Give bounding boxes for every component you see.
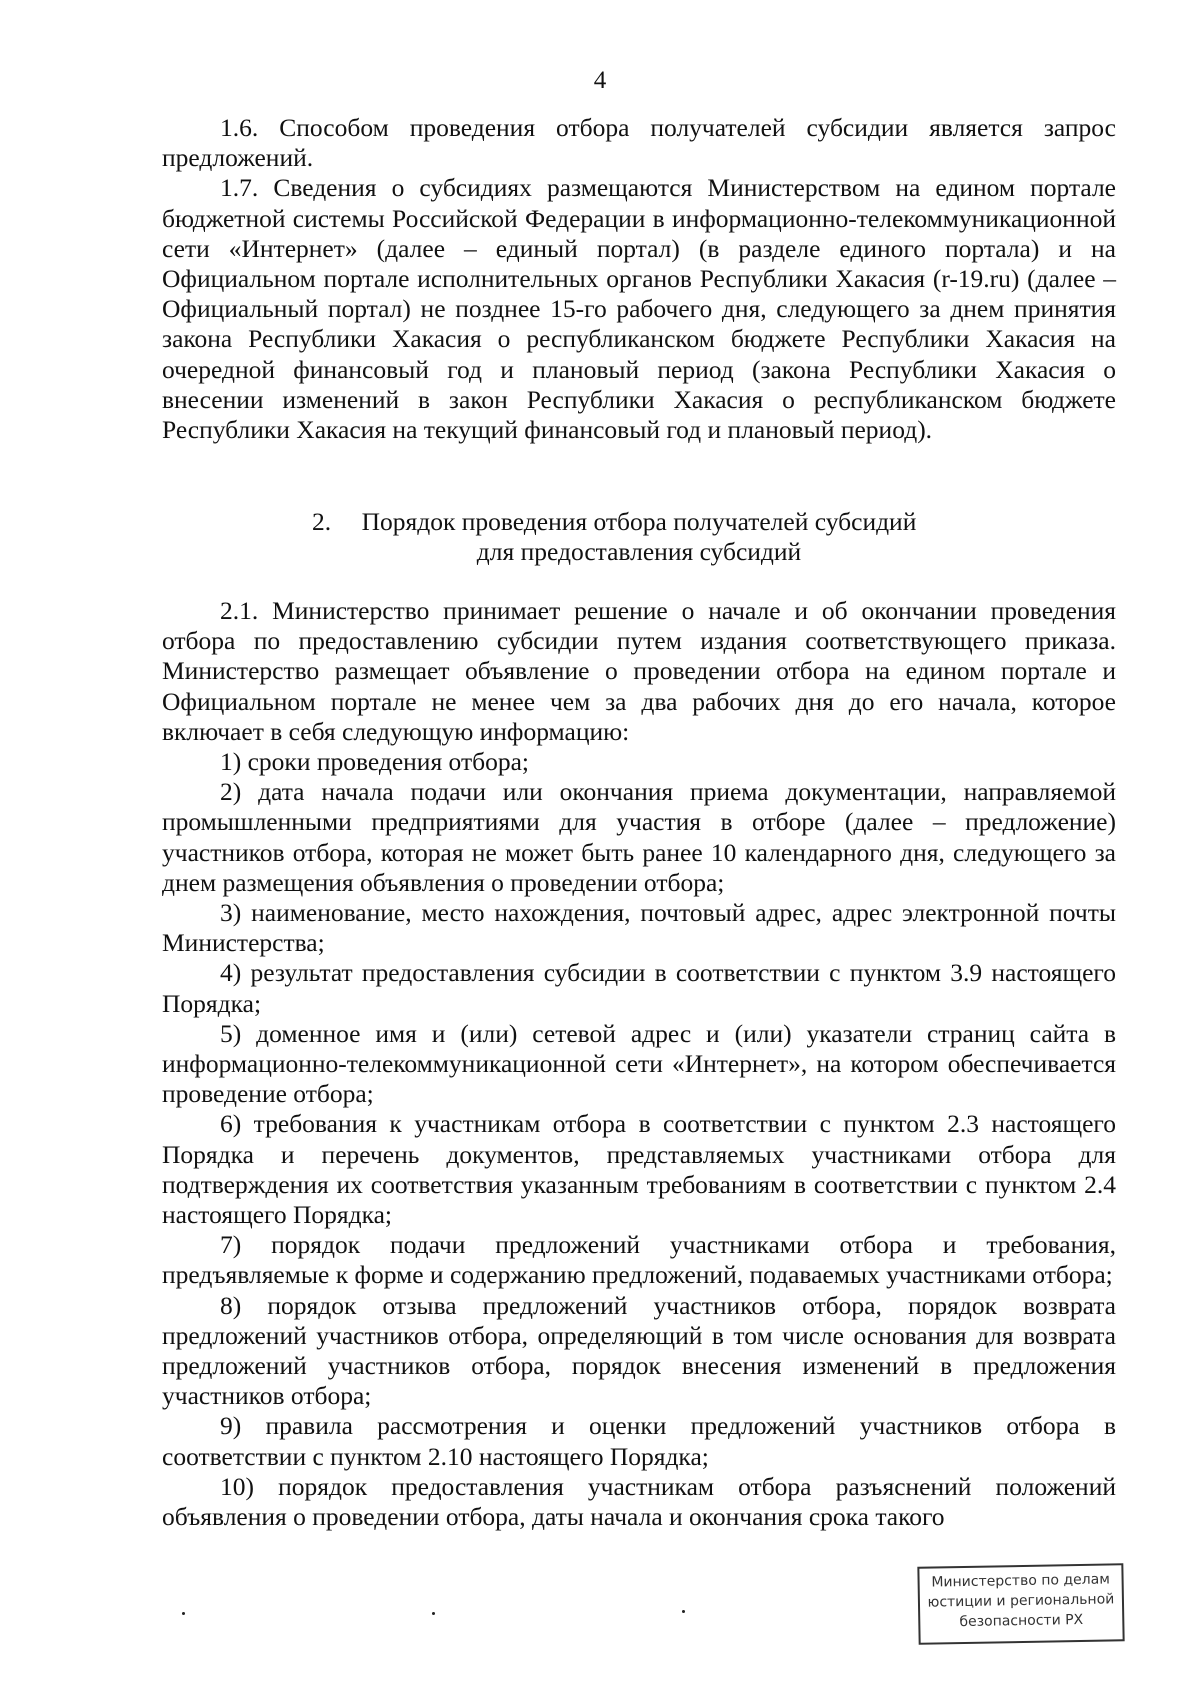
list-item-5: 5) доменное имя и (или) сетевой адрес и (или) указатели страниц сайта в информационно-телекоммуникационной сети «Интернет», на котором обеспечивается проведение отбора; (162, 1018, 1116, 1109)
list-item-7: 7) порядок подачи предложений участниками отбора и требования, предъявляемые к форме и содержанию предложений, подаваемых участниками отбора; (162, 1230, 1116, 1290)
stamp-line-3: безопасности РХ (959, 1611, 1084, 1631)
list-item-1: 1) сроки проведения отбора; (220, 747, 529, 777)
list-item-9: 9) правила рассмотрения и оценки предложений участников отбора в соответствии с пунктом 2.10 настоящего Порядка; (162, 1411, 1116, 1471)
page-number: 4 (593, 67, 607, 94)
section-heading (162, 507, 1116, 567)
list-item-10: 10) порядок предоставления участникам отбора разъяснений положений объявления о проведении отбора, даты начала и окончания срока такого (162, 1471, 1116, 1532)
list-item-6: 6) требования к участникам отбора в соответствии с пунктом 2.3 настоящего Порядка и перечень документов, представляемых участниками отбора для подтверждения их соответствия указанным требованиям в соответствии с пунктом 2.4 настоящего Порядка; (162, 1109, 1116, 1230)
list-item-4: 4) результат предоставления субсидии в соответствии с пунктом 3.9 настоящего Порядка; (162, 958, 1116, 1018)
paragraph-2-1: 2.1. Министерство принимает решение о начале и об окончании проведения отбора по предоставлению субсидии путем издания соответствующего приказа. Министерство размещает объявление о проведении отбора на едином портале и Официальном портале не менее чем за два рабочих дня до его начала, которое включает в себя следующую информацию: (162, 596, 1116, 746)
scan-speck (182, 1612, 185, 1615)
section-title-line2: для предоставления субсидий (476, 537, 802, 567)
scan-speck (682, 1610, 685, 1613)
paragraphs-bottom (162, 596, 1116, 1532)
paragraph-1-7: 1.7. Сведения о субсидиях размещаются Министерством на едином портале бюджетной системы Российской Федерации в информационно-телекоммуникационной сети «Интернет» (далее – единый портал) (в разделе единого портала) и на Официальном портале исполнительных органов Республики Хакасия (r-19.ru) (далее – Официальный портал) не позднее 15-го рабочего дня, следующего за днем принятия закона Республики Хакасия о республиканском бюджете Республики Хакасия на очередной финансовый год и плановый период (закона Республики Хакасия о внесении изменений в закон Республики Хакасия о республиканском бюджете Республики Хакасия на текущий финансовый год и плановый период). (162, 173, 1116, 445)
paragraph-1-6: 1.6. Способом проведения отбора получателей субсидии является запрос предложений. (162, 113, 1116, 173)
stamp-line-2: юстиции и региональной (927, 1591, 1115, 1611)
ministry-stamp (917, 1563, 1124, 1645)
section-number: 2. (312, 507, 332, 536)
section-title-line1: Порядок проведения отбора получателей субсидий (361, 507, 917, 536)
paragraphs-top (162, 113, 1116, 445)
scan-speck (432, 1612, 435, 1615)
stamp-line-1: Министерство по делам (931, 1571, 1110, 1591)
list-item-3: 3) наименование, место нахождения, почтовый адрес, адрес электронной почты Министерства; (162, 898, 1116, 958)
list-item-8: 8) порядок отзыва предложений участников отбора, порядок возврата предложений участников отбора, определяющий в том числе основания для возврата предложений участников отбора, порядок внесения изменений в предложения участников отбора; (162, 1290, 1116, 1411)
list-item-2: 2) дата начала подачи или окончания приема документации, направляемой промышленными предприятиями для участия в отборе (далее – предложение) участников отбора, которая не может быть ранее 10 календарного дня, следующего за днем размещения объявления о проведении отбора; (162, 777, 1116, 897)
